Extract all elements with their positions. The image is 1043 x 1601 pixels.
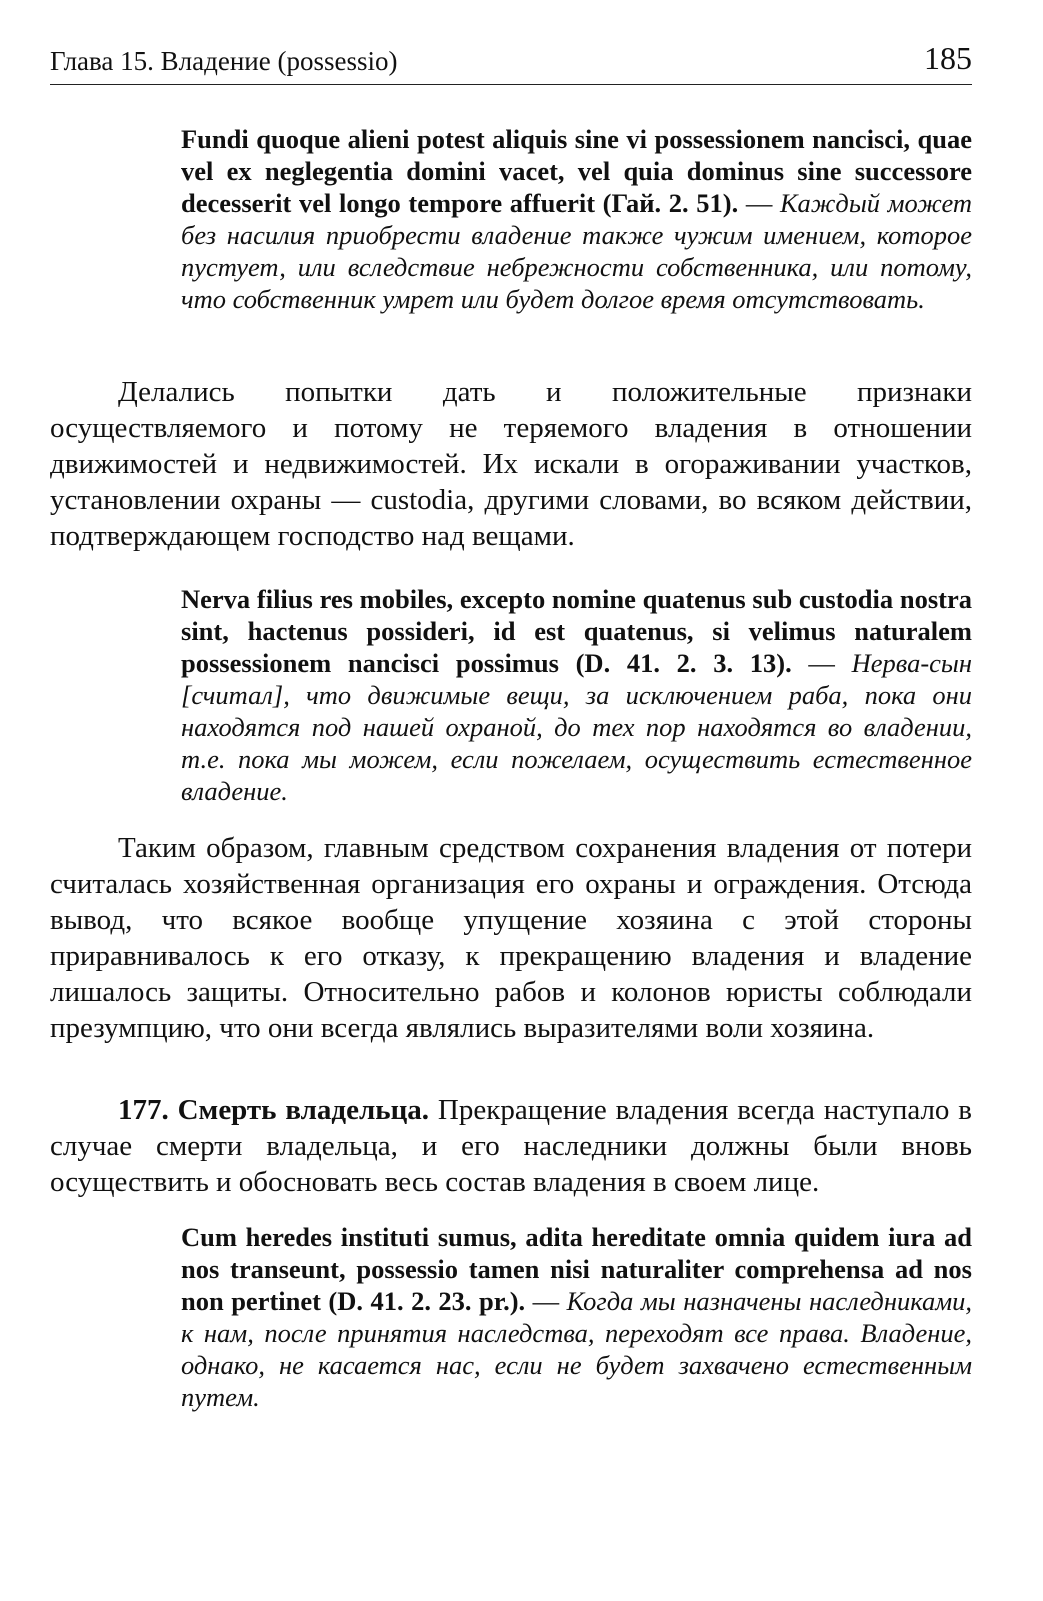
section-text: Прекращение владения всегда наступало в случае смерти владельца, и его наследники должны были вновь осуществить и обосновать весь состав владения в своем лице. <box>50 1094 972 1198</box>
paragraph-protection: Таким образом, главным средством сохранения владения от потери считалась хозяйственная организация его охраны и ограждения. Отсюда вывод, что всякое вообще упущение хозяина с этой стороны приравнивалось к его отказу, к прекращению владения и владение лишалось защиты. Относительно рабов и колонов юристы соблюдали презумпцию, что они всегда являлись выразителями воли хозяина. <box>50 832 972 1044</box>
dash: — <box>525 1286 567 1316</box>
page-number: 185 <box>924 40 972 76</box>
dash: — <box>738 188 780 218</box>
latin-quote-heredes <box>181 1221 972 1413</box>
paragraph-custodia: Делались попытки дать и положительные признаки осуществляемого и потому не теряемого владения в отношении движимостей и недвижимостей. Их искали в огораживании участков, установлении охраны — custodia, другими словами, во всяком действии, подтверждающем господство над вещами. <box>50 376 972 552</box>
page-header <box>50 38 972 85</box>
latin-quote-nerva <box>181 583 972 807</box>
book-page <box>50 0 972 1601</box>
translation-text: Нерва-сын [считал], что движимые вещи, за исключением раба, пока они находятся под нашей охраной, до тех пор находятся во владении, т.е. пока мы можем, если пожелаем, осуществить естественное владение. <box>181 648 972 806</box>
running-head: Глава 15. Владение (possessio) <box>50 46 398 76</box>
translation-text: Когда мы назначены наследниками, к нам, после принятия наследства, переходят все права. Владение, однако, не касается нас, если не будет захвачено естественным путем. <box>181 1286 973 1412</box>
paragraph-section-177 <box>50 1092 972 1200</box>
latin-text: Cum heredes instituti sumus, adita hereditate omnia quidem iura ad nos transeunt, possessio tamen nisi naturaliter comprehensa ad nos non pertinet (D. 41. 2. 23. pr.). <box>181 1222 972 1316</box>
latin-quote-gaius <box>181 123 972 315</box>
latin-text: Nerva filius res mobiles, excepto nomine quatenus sub custodia nostra sint, hactenus possideri, id est quatenus, si velimus naturalem possessionem nancisci possimus (D. 41. 2. 3. 13). <box>181 584 972 678</box>
dash: — <box>791 648 852 678</box>
section-heading: 177. Смерть владельца. <box>118 1094 430 1126</box>
translation-text: Каждый может без насилия приобрести владение также чужим имением, которое пустует, или вследствие небрежности собственника, или потому, что собственник умрет или будет долгое время отсутствовать. <box>181 188 972 314</box>
latin-text: Fundi quoque alieni potest aliquis sine vi possessionem nancisci, quae vel ex neglegentia domini vacet, vel quia dominus sine successore decesserit vel longo tempore affuerit (Гай. 2. 51). <box>181 124 972 218</box>
